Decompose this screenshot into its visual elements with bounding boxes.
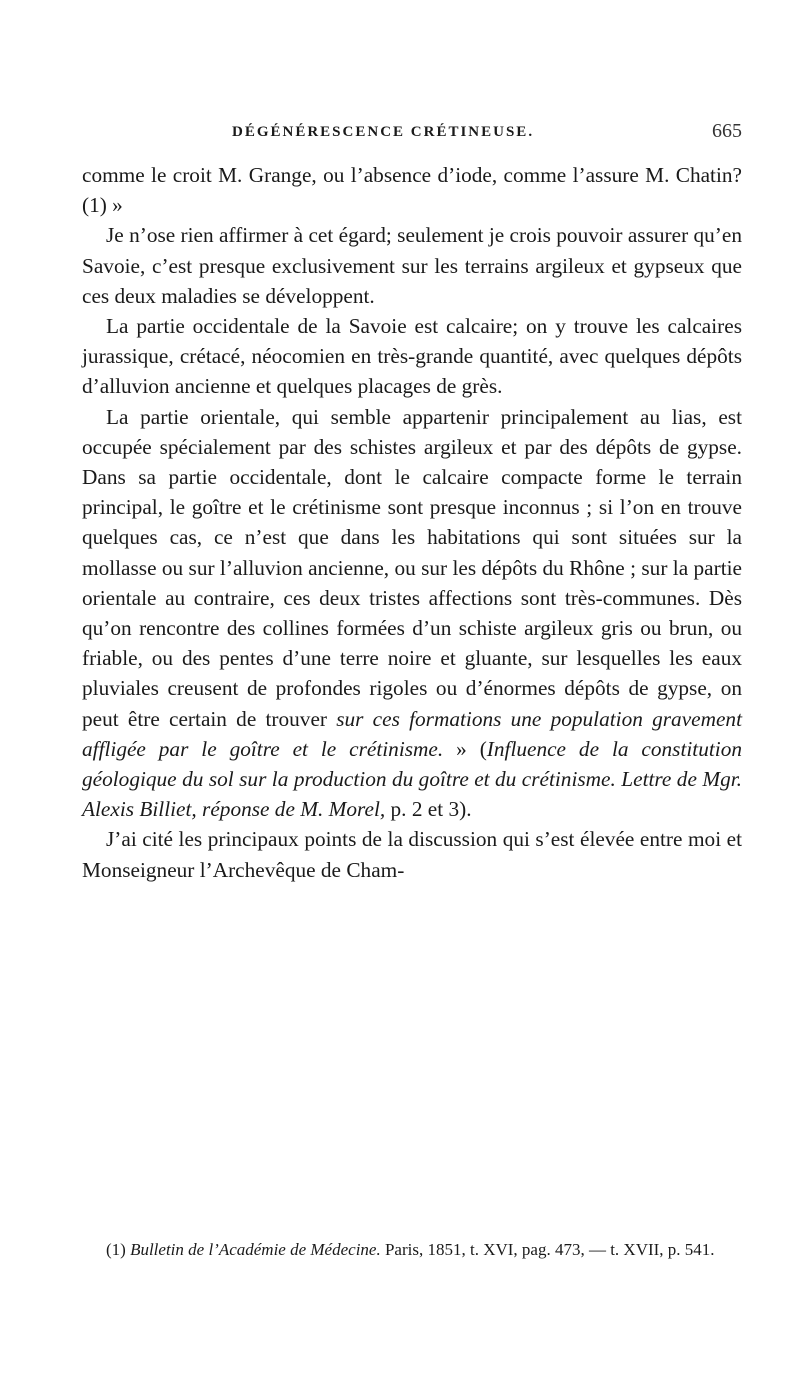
paragraph-1: comme le croit M. Grange, ou l’absence d’iode, comme l’assure M. Chatin? (1) » — [82, 163, 742, 218]
footnote-marker: (1) — [106, 1240, 131, 1259]
paragraph-4-close: » ( — [443, 736, 487, 761]
footnote-source: Bulletin de l’Académie de Médecine. — [130, 1240, 381, 1259]
paragraph-2: Je n’ose rien affirmer à cet égard; seulement je crois pouvoir assurer qu’en Savoie, c’est presque exclusivement sur les terrains argileux et gypseux que ces deux maladies se développent. — [82, 223, 742, 308]
paragraph-4-reference-title: Influence de la constitution géologique du sol sur la production du goître et du crétinisme. Lettre de Mgr. Alexis Billiet, réponse de M. Morel, — [82, 736, 742, 822]
paragraph-4-text: La partie orientale, qui semble appartenir principalement au lias, est occupée spécialement par des schistes argileux et par des dépôts de gypse. Dans sa partie occidentale, dont le calcaire compacte forme le terrain principal, le goître et le crétinisme sont presque inconnus ; si l’on en trouve quelques cas, ce n’est que dans les habitations qui sont situées sur la mollasse ou sur l’alluvion ancienne, ou sur les dépôts du Rhône ; sur la partie orientale au contraire, ces deux tristes affections sont très-communes. Dès qu’on rencontre des collines formées d’un schiste argileux gris ou brun, ou friable, ou des pentes d’une terre noire et gluante, sur lesquelles les eaux pluviales creusent de profondes rigoles ou d’énormes dépôts de gypse, on peut être certain de trouver — [82, 404, 742, 731]
paragraph-3: La partie occidentale de la Savoie est calcaire; on y trouve les calcaires jurassique, crétacé, néocomien en très-grande quantité, avec quelques dépôts d’alluvion ancienne et quelques placages de grès. — [82, 314, 742, 399]
running-head: DÉGÉNÉRESCENCE CRÉTINEUSE. — [232, 124, 535, 140]
paragraph-5: J’ai cité les principaux points de la discussion qui s’est élevée entre moi et Monseigneur l’Archevêque de Cham- — [82, 827, 742, 882]
footnote-details: Paris, 1851, t. XVI, pag. 473, — t. XVII, p. 541. — [380, 1240, 715, 1259]
footnote — [106, 1237, 742, 1263]
body-text — [82, 160, 742, 885]
page-number: 665 — [712, 120, 742, 142]
paragraph-4-quote-emphasis: sur ces formations une population gravement affligée par le goître et le crétinisme. — [82, 706, 742, 761]
paragraph-4-reference-pages: p. 2 et 3). — [385, 797, 472, 822]
page-header — [120, 120, 742, 154]
paragraph-4 — [82, 402, 742, 825]
